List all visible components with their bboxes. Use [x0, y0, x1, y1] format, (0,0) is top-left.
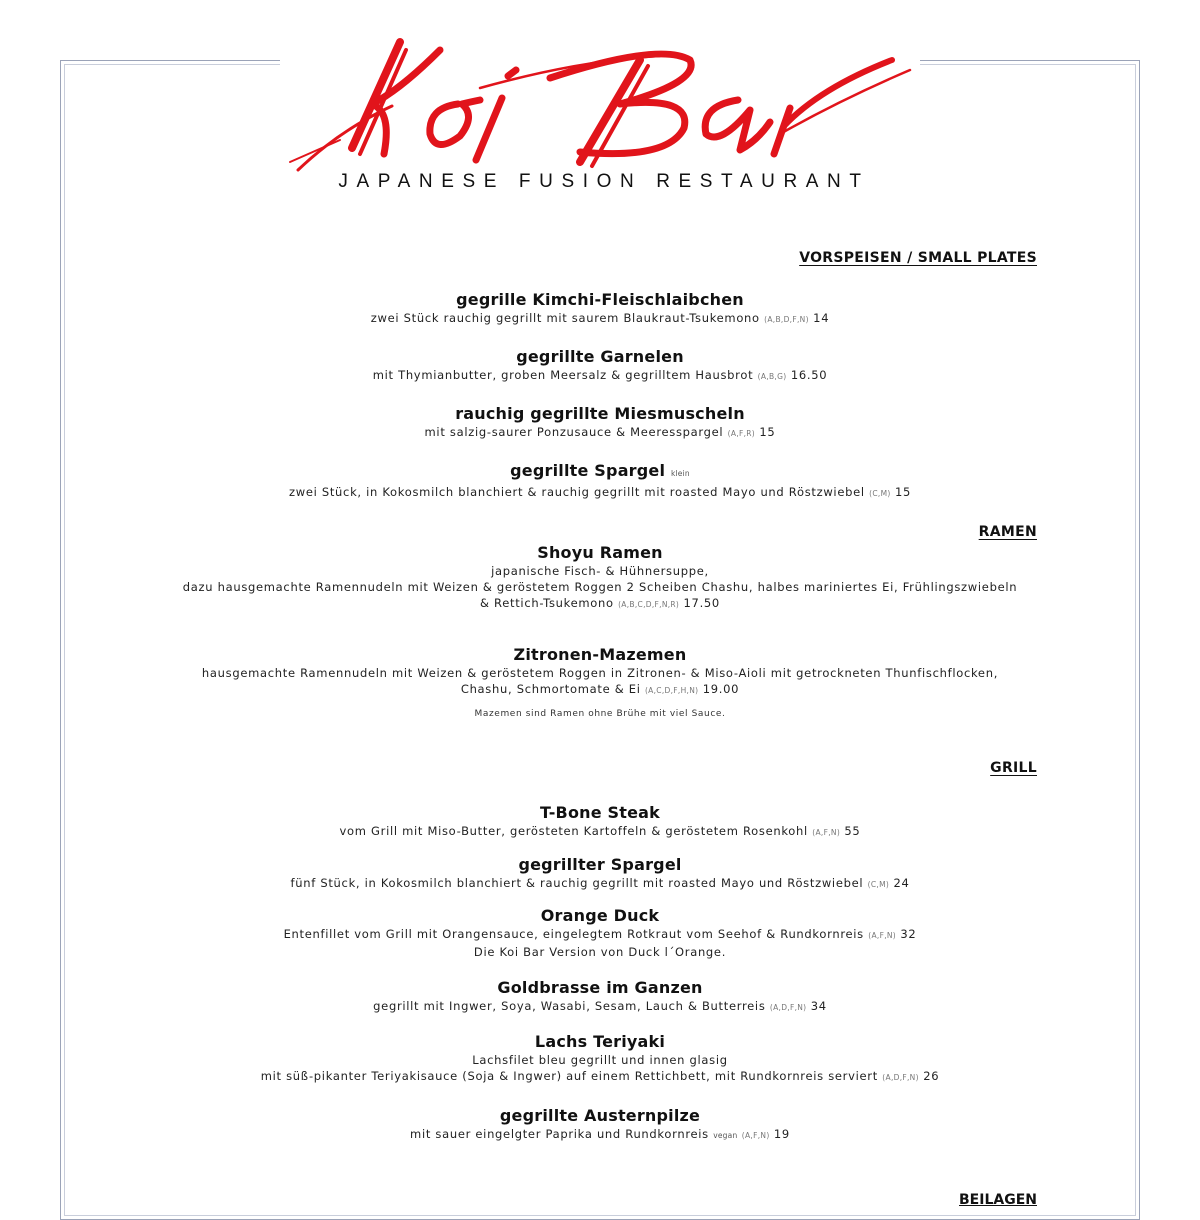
item-description: [0, 823, 1200, 841]
menu-item: [0, 290, 1200, 328]
item-allergens: (A,B,G): [757, 372, 787, 381]
item-description: [0, 998, 1200, 1016]
item-vegan-tag: vegan: [713, 1131, 738, 1140]
item-description: [0, 1068, 1200, 1086]
item-desc-text: Chashu, Schmortomate & Ei: [460, 682, 641, 696]
item-description: [0, 310, 1200, 328]
item-name: Lachs Teriyaki: [534, 1032, 666, 1051]
item-desc-text: mit sauer eingelgter Paprika und Rundkornreis: [410, 1127, 709, 1141]
item-price: 55: [844, 824, 861, 838]
menu-item: [0, 978, 1200, 1016]
item-description-line: dazu hausgemachte Ramennudeln mit Weizen & geröstetem Roggen 2 Scheiben Chashu, halbes mariniertes Ei, Frühlingszwiebeln: [182, 580, 1018, 594]
item-desc-text: mit süß-pikanter Teriyakisauce (Soja & Ingwer) auf einem Rettichbett, mit Rundkornreis serviert: [260, 1069, 878, 1083]
item-desc-text: mit Thymianbutter, groben Meersalz & gegrilltem Hausbrot: [372, 368, 754, 382]
item-name: Goldbrasse im Ganzen: [497, 978, 703, 997]
item-name: Orange Duck: [540, 906, 660, 925]
item-price: 14: [813, 311, 830, 325]
item-description: [0, 1126, 1200, 1144]
item-description: [0, 595, 1200, 613]
item-size-note: klein: [670, 469, 690, 478]
item-description: [0, 367, 1200, 385]
section-title-grill: GRILL: [990, 760, 1037, 776]
item-name: [0, 461, 1200, 484]
item-name: gegrillte Austernpilze: [499, 1106, 701, 1125]
section-title-vorspeisen: VORSPEISEN / SMALL PLATES: [799, 250, 1037, 266]
menu-item: [0, 803, 1200, 841]
item-price: 19: [773, 1127, 790, 1141]
item-allergens: (A,F,N): [741, 1131, 770, 1140]
item-description-line: japanische Fisch- & Hühnersuppe,: [491, 564, 709, 578]
item-description-line: Lachsfilet bleu gegrillt und innen glasig: [472, 1053, 728, 1067]
item-name: Shoyu Ramen: [537, 543, 663, 562]
item-price: 24: [893, 876, 910, 890]
item-name: Zitronen-Mazemen: [513, 645, 687, 664]
koi-bar-logo-script: [280, 30, 920, 180]
koi-bar-logo: [280, 30, 920, 180]
item-desc-text: vom Grill mit Miso-Butter, gerösteten Kartoffeln & geröstetem Rosenkohl: [339, 824, 808, 838]
item-allergens: (C,M): [867, 880, 890, 889]
item-description: [0, 926, 1200, 944]
item-description: [0, 681, 1200, 699]
section-title-ramen: RAMEN: [978, 524, 1037, 540]
menu-item: [0, 645, 1200, 699]
item-price: 32: [900, 927, 917, 941]
item-desc-text: & Rettich-Tsukemono: [480, 596, 614, 610]
item-name: gegrille Kimchi-Fleischlaibchen: [456, 290, 744, 309]
item-desc-text: zwei Stück rauchig gegrillt mit saurem Blaukraut-Tsukemono: [370, 311, 760, 325]
item-price: 34: [810, 999, 827, 1013]
item-name: gegrillter Spargel: [518, 855, 682, 874]
item-desc-text: gegrillt mit Ingwer, Soya, Wasabi, Sesam, Lauch & Butterreis: [373, 999, 766, 1013]
item-allergens: (A,F,N): [812, 828, 841, 837]
item-allergens: (A,C,D,F,H,N): [644, 686, 699, 695]
restaurant-tagline: JAPANESE FUSION RESTAURANT: [338, 171, 870, 192]
item-allergens: (A,D,F,N): [769, 1003, 807, 1012]
item-name: T-Bone Steak: [539, 803, 661, 822]
menu-item: [0, 543, 1200, 613]
item-description: [0, 424, 1200, 442]
item-price: 19.00: [702, 682, 740, 696]
item-extra-line: Die Koi Bar Version von Duck l´Orange.: [473, 945, 727, 959]
item-description: [0, 484, 1200, 502]
menu-item: [0, 855, 1200, 893]
menu-item: [0, 906, 1200, 960]
item-desc-text: zwei Stück, in Kokosmilch blanchiert & rauchig gegrillt mit roasted Mayo und Röstzwiebel: [288, 485, 865, 499]
item-price: 15: [759, 425, 776, 439]
item-name: gegrillte Garnelen: [516, 347, 684, 366]
item-desc-text: mit salzig-saurer Ponzusauce & Meeresspargel: [424, 425, 724, 439]
item-allergens: (A,B,C,D,F,N,R): [618, 600, 680, 609]
menu-item: [0, 347, 1200, 385]
menu-item: [0, 1106, 1200, 1144]
item-price: 26: [923, 1069, 940, 1083]
item-desc-text: fünf Stück, in Kokosmilch blanchiert & rauchig gegrillt mit roasted Mayo und Röstzwiebel: [290, 876, 864, 890]
section-title-beilagen: BEILAGEN: [959, 1192, 1037, 1208]
item-description: [0, 875, 1200, 893]
mazemen-note: Mazemen sind Ramen ohne Brühe mit viel Sauce.: [474, 709, 726, 719]
item-price: 15: [894, 485, 911, 499]
item-price: 16.50: [790, 368, 828, 382]
item-desc-text: Entenfillet vom Grill mit Orangensauce, eingelegtem Rotkraut vom Seehof & Rundkornreis: [283, 927, 864, 941]
item-allergens: (A,F,N): [868, 931, 897, 940]
item-name-text: gegrillte Spargel: [510, 461, 666, 480]
item-allergens: (A,D,F,N): [882, 1073, 919, 1082]
menu-item: [0, 461, 1200, 502]
item-allergens: (A,F,R): [727, 429, 756, 438]
item-description-line: hausgemachte Ramennudeln mit Weizen & geröstetem Roggen in Zitronen- & Miso-Aioli mit getrockneten Thunfischflocken,: [201, 666, 999, 680]
item-price: 17.50: [683, 596, 720, 610]
item-allergens: (C,M): [869, 489, 891, 498]
item-name: rauchig gegrillte Miesmuscheln: [455, 404, 745, 423]
menu-item: [0, 1032, 1200, 1086]
item-allergens: (A,B,D,F,N): [764, 315, 809, 324]
menu-item: [0, 404, 1200, 442]
